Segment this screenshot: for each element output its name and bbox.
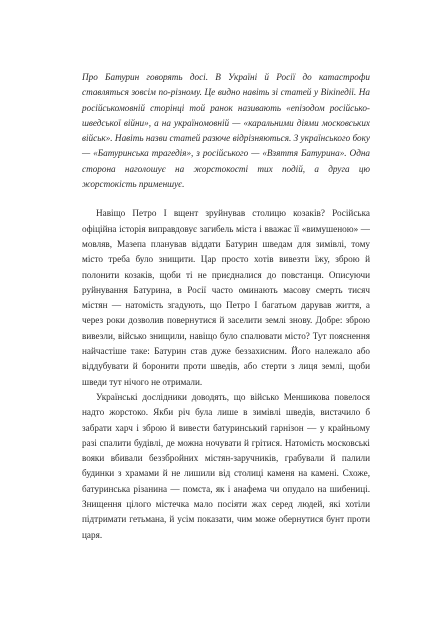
intro-paragraph: Про Батурин говорять досі. В Україні й Росії до катастрофи ставляться зовсім по-різному. Це видно навіть зі статей у Вікіпедії. На російськомовній сторінці той ранок називають «епізодом російсько-шведської війни», а на україномовній — «каральними діями московських військ». Навіть назви статей разюче відрізняються. З українського боку — «Батуринська трагедія», з російського — «Взяття Батурина». Одна сторона наголошує на жорстокості тих подій, а друга цю жорстокість применшує.	[82, 72, 370, 190]
body-paragraph-1: Навіщо Петро І вщент зруйнував столицю козаків? Російська офіційна історія виправдовує загибель міста і вважає її «вимушеною» — мовляв, Мазепа планував віддати Батурин шведам для зимівлі, тому місто треба було знищити. Цар просто хотів вивезти їжу, зброю й полонити козаків, щоби ті не приєдналися до повстанця. Описуючи руйнування Батурина, в Росії часто оминають масову смерть тисяч містян — натомість згадують, що Петро І багатьом дарував життя, а через роки дозволив повернутися й заселити землі знову. Добре: зброю вивезли, військо знищили, навіщо було спалювати місто? Тут пояснення найчастіше таке: Батурин став дуже беззахисним. Його належало або віддубувати й боронити проти шведів, або стерти з лиця землі, щоби шведи тут нічого не отримали.	[82, 208, 370, 387]
body-paragraph-2: Українські дослідники доводять, що військо Меншикова повелося надто жорстоко. Якби річ була лише в зимівлі шведів, вистачило б забрати харч і зброю й вивести батуринський гарнізон — у крайньому разі спалити будівлі, де можна ночувати й грітися. Натомість московські вояки вбивали беззбройних містян-заручників, грабували й палили будинки з храмами й не лишили від столиці каменя на камені. Схоже, батуринська різанина — помста, як і анафема чи опудало на шибениці. Знищення цілого містечка мало посіяти жах серед людей, які хотіли підтримати гетьмана, й усім показати, чим може обернутися бунт проти царя.	[82, 391, 370, 540]
